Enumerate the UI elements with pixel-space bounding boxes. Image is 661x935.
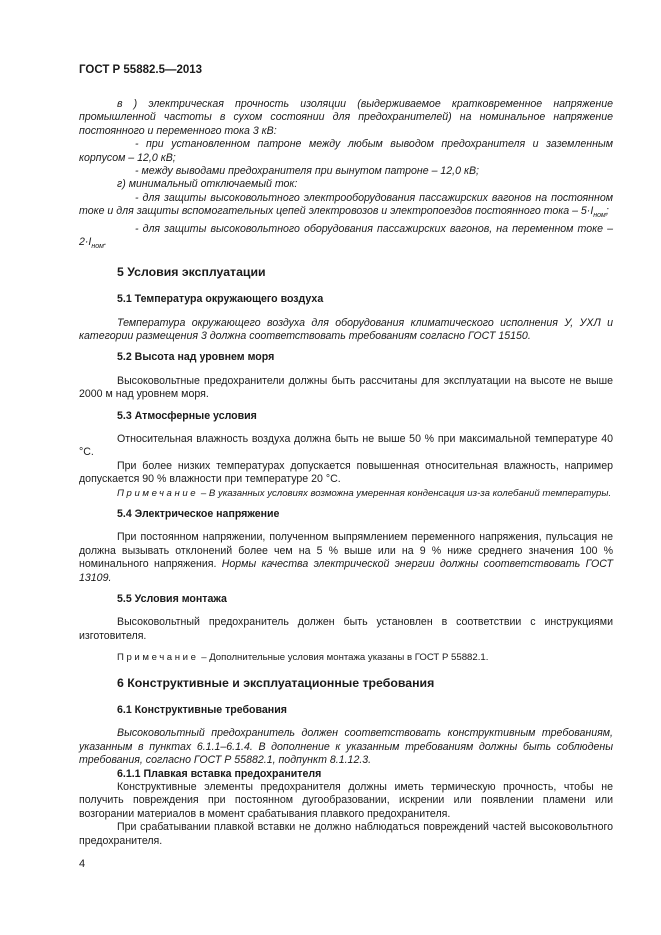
item-v (79, 98, 613, 138)
item-v-prefix: в ) (117, 98, 149, 110)
section-5-4-heading: 5.4 Электрическое напряжение (117, 507, 280, 520)
note-text: – Дополнительные условия монтажа указаны в ГОСТ Р 55882.1. (198, 652, 489, 664)
document-body (79, 98, 613, 848)
item-g-dash1-sub: ном (593, 212, 606, 220)
item-v-dash1: - при установленном патроне между любым выводом предохранителя и заземленным корпусом – 12,0 кВ; (79, 138, 613, 164)
section-6-1-1-p1: Конструктивные элементы предохранителя должны иметь термическую прочность, чтобы не получить повреждения при постоянном дугообразовании, искрении или появлении пламени или возгорании материалов в момент срабатывания плавкого предохранителя. (79, 781, 613, 820)
spacer (79, 643, 613, 651)
note-label: Примечание (117, 487, 199, 499)
section-5-3-note (79, 487, 613, 500)
note-text: – В указанных условиях возможна умеренная конденсация из-за колебаний температуры. (198, 487, 612, 499)
item-g-dash1 (79, 192, 613, 223)
note-label: Примечание (117, 652, 199, 664)
section-5-2-text: Высоковольтные предохранители должны быть рассчитаны для эксплуатации на высоте не выше 2000 м над уровнем моря. (79, 374, 613, 401)
section-6-1-text: Высоковольтный предохранитель должен соответствовать конструктивным требованиям, указанным в пунктах 6.1.1–6.1.4. В дополнение к указанным требованиям должны быть соблюдены требования, согласно ГОСТ Р 55882.1, подпункт 8.1.12.3. (79, 727, 613, 767)
section-5-3-p1: Относительная влажность воздуха должна быть не выше 50 % при максимальной температуре 40 °C. (79, 432, 613, 459)
section-5-3-p2: При более низких температурах допускается повышенная относительная влажность, например допускается 90 % влажности при температуре 20 °C. (79, 459, 613, 486)
document-header: ГОСТ Р 55882.5—2013 (79, 64, 203, 76)
section-5-5-heading: 5.5 Условия монтажа (117, 593, 227, 605)
section-5-4-text (79, 531, 613, 585)
page-number: 4 (79, 858, 86, 870)
section-6-1-heading: 6.1 Конструктивные требования (117, 704, 287, 717)
section-5-4-text-main: При постоянном напряжении, полученном выпрямлением переменного напряжения, пульсация не должна вызывать отклонений более чем на 5 % выше или на 9 % ниже среднего значения 100 % номинального напряжения. (79, 531, 613, 571)
item-v-dash2: - между выводами предохранителя при вынутом патроне – 12,0 кВ; (135, 165, 479, 178)
item-g-dash2-sub: ном (91, 243, 104, 251)
section-5-1-text: Температура окружающего воздуха для оборудования климатического исполнения У, УХЛ и категории размещения 3 должна соответствовать требованиям согласно ГОСТ 15150. (79, 316, 613, 342)
section-5-5-note (79, 651, 613, 664)
item-g-dash2-end: . (103, 236, 107, 249)
item-g-dash1-text: - для защиты высоковольтного электрооборудования пассажирских вагонов на постоянном токе и для защиты вспомогательных цепей электровозов и электропоездов постоянного тока – 5·I (79, 191, 613, 218)
item-g-dash2 (79, 223, 613, 254)
section-5-5-text: Высоковольтный предохранитель должен быть установлен в соответствии с инструкциями изготовителя. (79, 616, 613, 642)
section-5-1-heading: 5.1 Температура окружающего воздуха (117, 293, 324, 306)
section-6-1-1-heading: 6.1.1 Плавкая вставка предохранителя (117, 767, 322, 780)
item-g-dash1-end: ; (605, 205, 609, 218)
item-v-text: электрическая прочность изоляции (выдерживаемое кратковременное напряжение промышленной частоты в сухом состоянии для предохранителей) на номинальное напряжение постоянного и переменного тока 3 кВ: (79, 98, 613, 137)
section-5-heading: 5 Условия эксплуатации (117, 264, 266, 279)
item-g-dash2-text: - для защиты высоковольтного оборудования пассажирских вагонов, на переменном токе – 2·I (79, 222, 613, 249)
section-6-heading: 6 Конструктивные и эксплуатационные требования (117, 675, 435, 690)
section-5-3-heading: 5.3 Атмосферные условия (117, 409, 257, 422)
section-5-4-text-italic: Нормы качества электрической энергии должны соответствовать ГОСТ 13109. (79, 558, 613, 584)
item-g: г) минимальный отключаемый ток: (117, 178, 298, 191)
section-6-1-1-p2: При срабатывании плавкой вставки не должно наблюдаться повреждений частей высоковольтного предохранителя. (79, 821, 613, 847)
section-5-2-heading: 5.2 Высота над уровнем моря (117, 351, 275, 364)
